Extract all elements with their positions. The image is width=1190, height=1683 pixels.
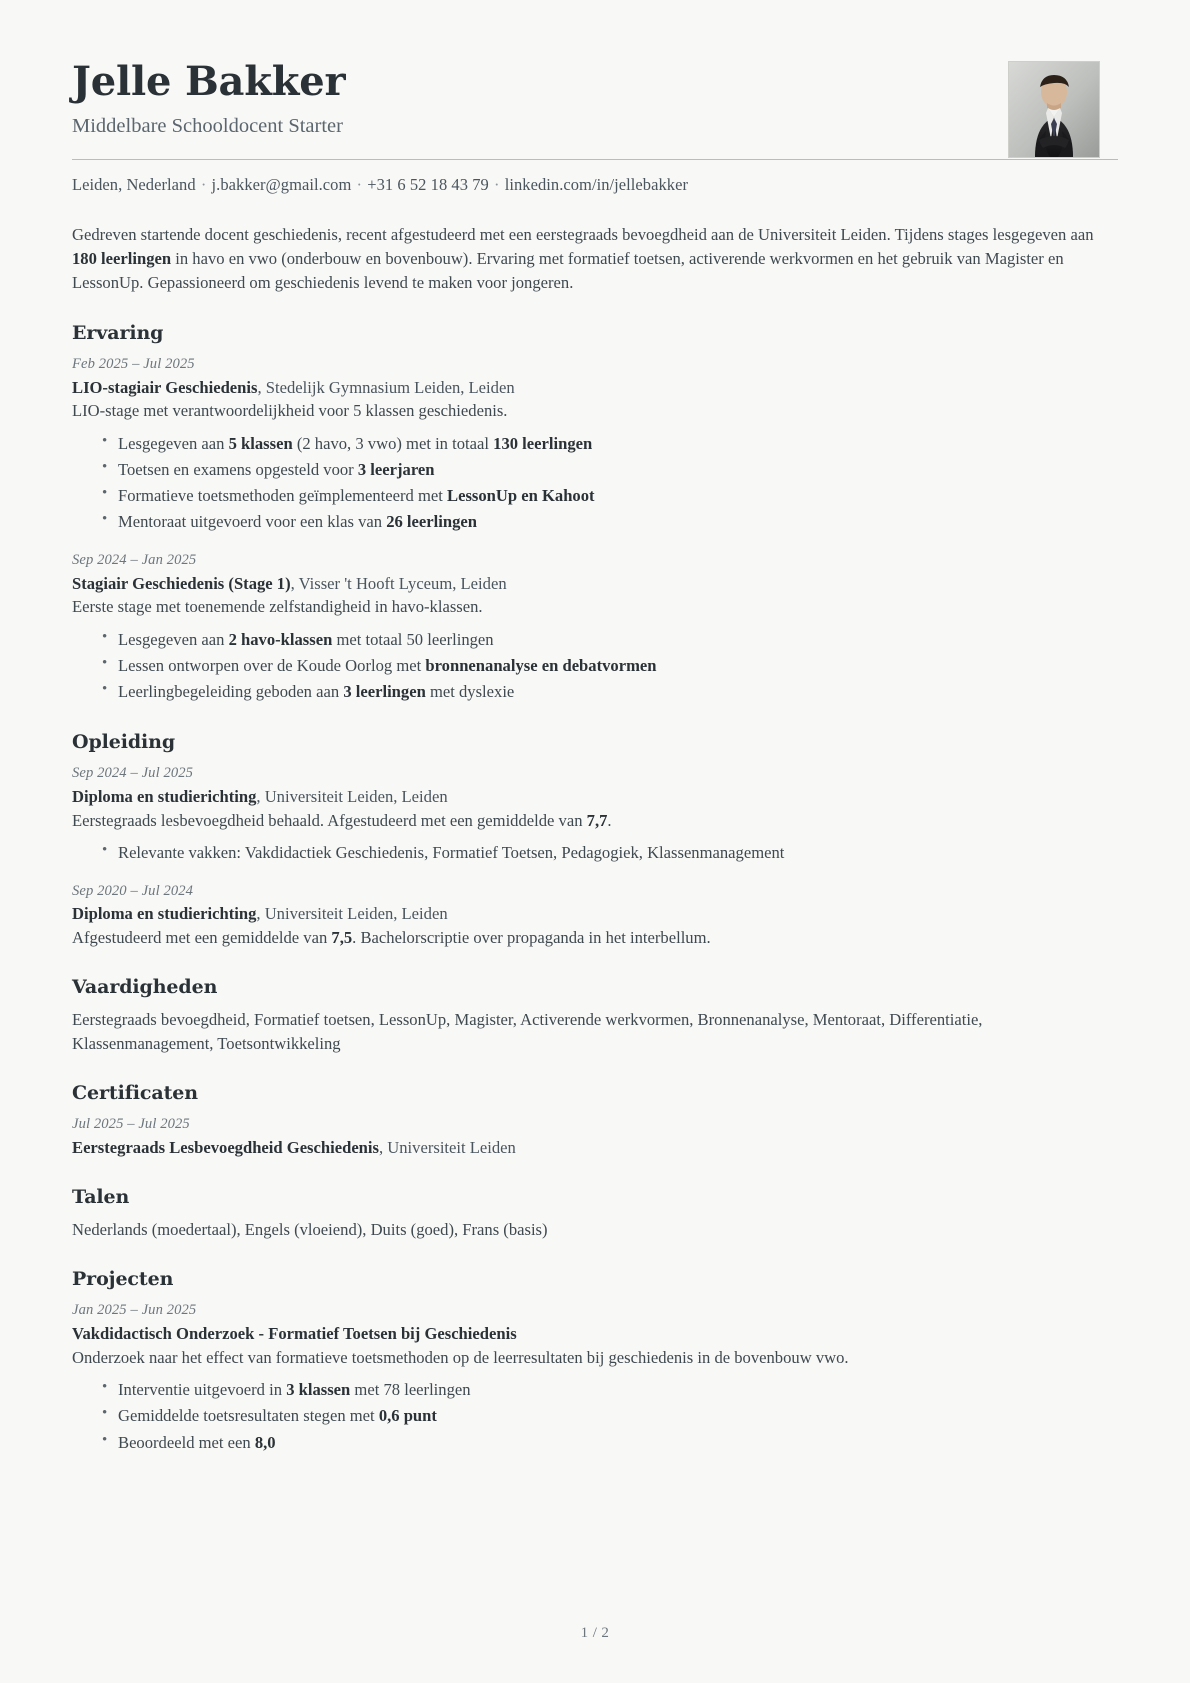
bullet-text: Lesgegeven aan [118,629,229,649]
entry-role [72,902,1118,926]
bullet-text: Relevante vakken: Vakdidactiek Geschiedenis, Formatief Toetsen, Pedagogiek, Klassenmanagement [118,843,785,863]
section-heading-experience: Ervaring [72,321,164,344]
entry-role-title: Diploma en studierichting [72,904,257,924]
entry-date: Sep 2024 – Jan 2025 [72,551,197,568]
bullet-highlight: LessonUp en Kahoot [447,486,595,506]
contact-separator: · [494,175,500,195]
section-skills [72,976,1118,1057]
entry-role-title: LIO-stagiair Geschiedenis [72,377,258,397]
desc-text: Afgestudeerd met een gemiddelde van [72,927,332,947]
desc-text: Eerstegraads lesbevoegdheid behaald. Afgestudeerd met een gemiddelde van [72,810,587,830]
summary-text-part2: in havo en vwo (onderbouw en bovenbouw). Ervaring met formatief toetsen, activerende werkvormen en het gebruik van Magister en LessonUp. Gepassioneerd om geschiedenis levend te maken voor jongeren. [72,249,1064,293]
desc-highlight: 7,7 [586,810,608,830]
bullet-highlight: 0,6 punt [378,1406,437,1426]
entry-role-title: Diploma en studierichting [72,787,257,807]
contact-phone[interactable]: +31 6 52 18 43 79 [367,175,489,195]
list-item [102,653,1118,679]
contact-email[interactable]: j.bakker@gmail.com [211,175,352,195]
entry-org: , Stedelijk Gymnasium Leiden, Leiden [257,377,515,397]
bullet-text: met totaal 50 leerlingen [332,629,494,649]
list-item [102,1403,1118,1429]
page-title: Jelle Bakker [72,58,346,105]
entry-org: , Universiteit Leiden, Leiden [256,904,448,924]
contact-linkedin[interactable]: linkedin.com/in/jellebakker [504,175,688,195]
bullet-highlight: 3 klassen [286,1380,351,1400]
entry-role-title: Vakdidactisch Onderzoek - Formatief Toetsen bij Geschiedenis [72,1324,517,1344]
contact-separator: · [356,175,363,195]
bullet-highlight: 3 leerlingen [343,682,426,702]
summary-text-part1: Gedreven startende docent geschiedenis, recent afgestudeerd met een eerstegraads bevoegdheid aan de Universiteit Leiden. Tijdens stages lesgegeven aan [72,224,1094,244]
entry-description [72,809,1118,833]
entry-org: , Visser 't Hooft Lyceum, Leiden [290,573,507,593]
desc-highlight: 7,5 [331,927,353,947]
section-education [72,731,1118,949]
entry-description: Eerste stage met toenemende zelfstandigheid in havo-klassen. [72,597,483,617]
entry-bullets [72,627,1118,706]
entry-org: , Universiteit Leiden [378,1138,516,1158]
profile-photo [1008,61,1100,158]
certificate-entry [72,1114,1118,1159]
entry-date: Jan 2025 – Jun 2025 [72,1302,197,1319]
entry-date: Jul 2025 – Jul 2025 [72,1116,190,1133]
entry-bullets [72,1377,1118,1456]
bullet-highlight: 3 leerjaren [357,460,435,480]
bullet-highlight: 26 leerlingen [386,512,477,532]
profile-photo-icon [1009,62,1099,157]
skills-list: Eerstegraads bevoegdheid, Formatief toetsen, LessonUp, Magister, Activerende werkvormen, Bronnenanalyse, Mentoraat, Differentiatie, Klassenmanagement, Toetsontwikkeling [72,1009,983,1053]
contact-location: Leiden, Nederland [72,175,196,195]
resume-header [72,0,1118,197]
entry-description [72,926,1118,950]
section-heading-projects: Projecten [72,1268,174,1291]
entry-bullets [72,431,1118,536]
entry-role-title: Eerstegraads Lesbevoegdheid Geschiedenis [72,1138,379,1158]
education-entry [72,881,1118,950]
page-footer [0,1533,1190,1683]
list-item [102,679,1118,705]
bullet-text: Lesgegeven aan [118,433,229,453]
entry-role [72,376,1118,400]
desc-text: . Bachelorscriptie over propaganda in het interbellum. [352,927,711,947]
list-item [102,457,1118,483]
list-item [102,509,1118,535]
summary-paragraph [72,223,1118,296]
summary-highlight: 180 leerlingen [72,249,172,269]
entry-role-title: Stagiair Geschiedenis (Stage 1) [72,573,291,593]
bullet-highlight: bronnenanalyse en debatvormen [425,655,657,675]
entry-description: Onderzoek naar het effect van formatieve toetsmethoden op de leerresultaten bij geschiedenis in de bovenbouw vwo. [72,1347,849,1367]
bullet-text: met dyslexie [425,682,515,702]
entry-org: , Universiteit Leiden, Leiden [256,787,448,807]
section-experience [72,322,1118,705]
bullet-text: Formatieve toetsmethoden geïmplementeerd met [118,486,448,506]
section-heading-certificates: Certificaten [72,1082,198,1105]
list-item [102,483,1118,509]
project-entry [72,1300,1118,1456]
resume-sheet [72,0,1118,1683]
section-projects [72,1268,1118,1456]
bullet-highlight: 5 klassen [228,433,293,453]
desc-text: . [607,810,612,830]
section-heading-education: Opleiding [72,731,176,754]
bullet-text: Leerlingbegeleiding geboden aan [118,682,344,702]
section-certificates [72,1082,1118,1159]
bullet-text: met 78 leerlingen [350,1380,471,1400]
entry-date: Sep 2020 – Jul 2024 [72,882,194,899]
section-heading-languages: Talen [72,1185,130,1208]
bullet-highlight: 2 havo-klassen [228,629,333,649]
bullet-highlight: 8,0 [254,1432,276,1452]
list-item [102,1430,1118,1456]
bullet-text: Toetsen en examens opgesteld voor [118,460,358,480]
languages-list: Nederlands (moedertaal), Engels (vloeiend), Duits (goed), Frans (basis) [72,1219,548,1239]
experience-entry [72,354,1118,536]
entry-role [72,572,1118,596]
entry-bullets [72,840,1118,866]
education-entry [72,763,1118,866]
entry-date: Sep 2024 – Jul 2025 [72,765,194,782]
list-item [102,627,1118,653]
bullet-text: Lessen ontworpen over de Koude Oorlog met [118,655,426,675]
bullet-text: Interventie uitgevoerd in [118,1380,287,1400]
bullet-text: Gemiddelde toetsresultaten stegen met [118,1406,379,1426]
section-heading-skills: Vaardigheden [72,975,218,998]
page-number: 1 / 2 [580,1625,610,1641]
entry-role [72,785,1118,809]
bullet-highlight: 130 leerlingen [493,433,593,453]
entry-date: Feb 2025 – Jul 2025 [72,355,195,372]
list-item [102,1377,1118,1403]
bullet-text: (2 havo, 3 vwo) met in totaal [292,433,494,453]
entry-description: LIO-stage met verantwoordelijkheid voor 5 klassen geschiedenis. [72,401,508,421]
bullet-text: Beoordeeld met een [118,1432,255,1452]
bullet-text: Mentoraat uitgevoerd voor een klas van [118,512,387,532]
section-languages [72,1186,1118,1242]
list-item [102,431,1118,457]
entry-role [72,1322,1118,1346]
contact-line [72,160,1118,196]
job-title: Middelbare Schooldocent Starter [72,114,343,137]
entry-role [72,1136,1118,1160]
contact-separator: · [200,175,207,195]
experience-entry [72,550,1118,706]
list-item [102,840,1118,866]
